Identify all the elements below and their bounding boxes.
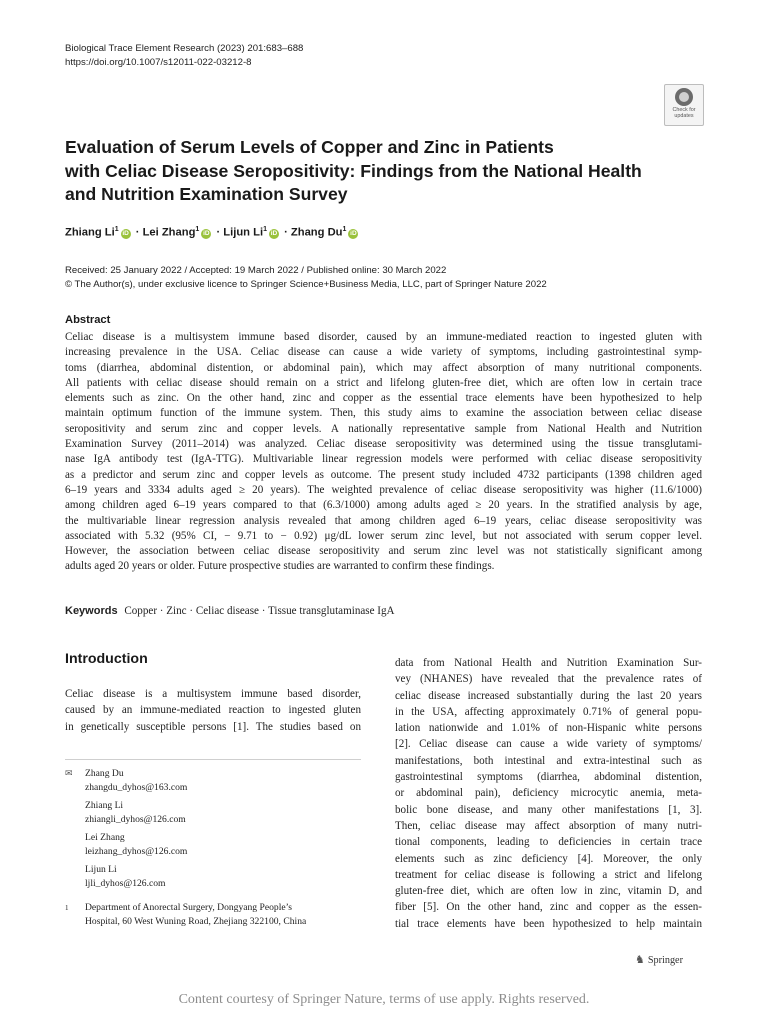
contact-entry (65, 831, 187, 858)
abstract-line: increasing prevalence in the USA. Celiac disease can cause a wide variety of symptoms, including gastrointestinal symp- (65, 346, 702, 359)
orcid-icon[interactable]: iD (270, 229, 278, 237)
author-name[interactable]: Zhang Du (290, 226, 343, 239)
orcid-icon[interactable]: iD (122, 229, 129, 237)
body-line: in genetically susceptible persons [1]. The studies based on (65, 720, 361, 733)
contact-entry (65, 863, 187, 890)
check-for-updates-badge[interactable] (664, 84, 704, 126)
abstract-line: as a predictor and serum zinc and copper levels as outcome. The present study included 4732 participants (1398 children aged (65, 468, 702, 481)
affiliation (65, 901, 306, 929)
contact-entry (65, 799, 187, 826)
journal-header (65, 42, 303, 70)
abstract-line: nase IgA antibody test (IgA-TTG). Multivariable linear regression models were performed with celiac disease seropositivity (65, 453, 702, 466)
abstract-line: However, the association between celiac disease seropositivity and serum zinc level was not statistically significant among (65, 545, 702, 558)
contact-entry (65, 767, 187, 794)
publisher-name: Springer (647, 955, 683, 966)
body-line: tional components, leading to deficiencies in certain trace (395, 836, 702, 849)
abstract-line: Celiac disease is a multisystem immune based disorder, caused by an immune-mediated reaction to ingested gluten with (65, 331, 702, 343)
contact-email[interactable]: ljli_dyhos@126.com (85, 877, 166, 889)
body-line: treatment for celiac disease is following a strict and lifelong (395, 868, 702, 881)
contact-name: Lijun Li (85, 864, 117, 875)
author-affiliation-sup: 1 (263, 226, 267, 233)
abstract-line: adults aged 20 years or older. Future prospective studies are warranted to confirm these findings. (65, 560, 495, 573)
author-separator: · (284, 226, 288, 239)
body-line: or abdominal pain), deficiency microcytic anemia, meta- (395, 787, 702, 800)
body-line: fiber [5]. On the other hand, zinc and copper as the essen- (395, 901, 702, 914)
author-affiliation-sup: 1 (195, 226, 200, 233)
body-line: manifestations, both intestinal and extra-intestinal such as (395, 754, 702, 767)
affiliation-number: 1 (65, 904, 69, 912)
badge-line-1: Check for (672, 107, 696, 113)
affiliation-line: Department of Anorectal Surgery, Dongyang People’s (85, 902, 293, 913)
body-line: lation nationwide and 1.01% of non-Hispanic white persons (395, 722, 702, 735)
introduction-right-column (395, 655, 702, 932)
keywords-text: Copper · Zinc · Celiac disease · Tissue transglutaminase IgA (124, 605, 395, 617)
body-line: [2]. Celiac disease can cause a wide variety of symptoms/ (395, 738, 702, 751)
author-list (65, 226, 360, 239)
author-name[interactable]: Lijun Li (223, 226, 264, 239)
contact-name: Lei Zhang (85, 832, 125, 843)
title-line: Evaluation of Serum Levels of Copper and Zinc in Patients (65, 137, 554, 157)
footnote-divider (65, 759, 361, 760)
keywords (65, 605, 395, 617)
author-separator: · (135, 226, 140, 239)
author-name[interactable]: Lei Zhang (142, 226, 196, 239)
corresponding-contacts (65, 767, 187, 890)
body-line: bolic bone disease, and many other manifestations [1, 3]. (395, 803, 702, 816)
journal-citation: Biological Trace Element Research (2023) 201:683–688 (65, 43, 304, 54)
body-line: Celiac disease is a multisystem immune based disorder, (65, 688, 361, 700)
envelope-icon: ✉ (65, 768, 73, 778)
abstract-line: All patients with celiac disease should remain on a strict and lifelong gluten-free diet, which are often low in certain trace (65, 376, 702, 389)
body-line: gluten-free diet, which are often low in zinc, vitamin D, and (395, 885, 702, 898)
article-title (65, 136, 665, 207)
abstract-line: maintain optimum function of the immune system. Then, this study aims to examine the association between celiac disease (65, 407, 702, 420)
abstract-heading: Abstract (65, 314, 111, 326)
title-line: and Nutrition Examination Survey (65, 184, 348, 204)
introduction-left-column (65, 686, 361, 735)
introduction-heading: Introduction (65, 651, 148, 667)
keywords-label: Keywords (65, 605, 118, 617)
author-affiliation-sup: 1 (342, 226, 347, 233)
body-line: vey (NHANES) have revealed that the prevalence rates of (395, 673, 702, 686)
author-separator: · (216, 226, 221, 239)
author-name[interactable]: Zhiang Li (65, 226, 115, 239)
orcid-icon[interactable]: iD (350, 229, 357, 237)
body-line: data from National Health and Nutrition Examination Sur- (395, 657, 702, 669)
orcid-icon[interactable]: iD (203, 229, 210, 237)
springer-horse-icon: ♞ (635, 954, 645, 966)
publication-dates (65, 264, 547, 292)
badge-line-2: updates (674, 113, 694, 119)
body-line: Then, celiac disease may affect absorption of many nutri- (395, 819, 702, 832)
body-line: celiac disease increased substantially during the last 20 years (395, 689, 702, 702)
contact-email[interactable]: zhiangli_dyhos@126.com (85, 813, 186, 825)
abstract-line: toms (diarrhea, abdominal distention, or abdominal pain), which may affect absorption of many nutritional components. (65, 361, 702, 374)
affiliation-line: Hospital, 60 West Wuning Road, Zhejiang 322100, China (85, 916, 307, 927)
body-line: caused by an immune-mediated reaction to ingested gluten (65, 704, 361, 717)
body-line: tial trace elements have been hypothesized to help maintain (395, 917, 702, 930)
contact-name: Zhang Du (85, 768, 124, 779)
received-accepted-published: Received: 25 January 2022 / Accepted: 19 March 2022 / Published online: 30 March 2022 (65, 265, 447, 276)
body-line: elements such as zinc deficiency [4]. Moreover, the only (395, 852, 702, 865)
abstract-line: the multivariable linear regression analysis revealed that among children aged 6–19 years, celiac disease seropositivity was (65, 514, 702, 527)
abstract-line: among children aged 6–19 years compared to that (6.3/1000) among adults aged ≥ 20 years. In the stratified analysis by age, (65, 499, 702, 512)
abstract-line: associated with 5.32 (95% CI, − 9.71 to − 0.92) μg/dL lower serum zinc level, but not associated with serum copper level. (65, 529, 702, 542)
contact-email[interactable]: zhangdu_dyhos@163.com (85, 781, 188, 793)
abstract-line: elements such as zinc. On the other hand, zinc and copper as the essential trace elements have been hypothesized to help (65, 392, 702, 405)
title-line: with Celiac Disease Seropositivity: Findings from the National Health (65, 160, 642, 181)
body-line: gastrointestinal symptoms (diarrhea, abdominal distention, (395, 771, 702, 784)
author-affiliation-sup: 1 (114, 226, 119, 233)
abstract-line: Examination Survey (2011–2014) was analyzed. Celiac disease seropositivity was determined using the tissue transglutami- (65, 438, 702, 451)
publisher-logo (635, 953, 683, 966)
page-footer: Content courtesy of Springer Nature, terms of use apply. Rights reserved. (178, 992, 590, 1007)
updates-icon (675, 88, 693, 106)
contact-name: Zhiang Li (85, 800, 124, 811)
copyright-line: © The Author(s), under exclusive licence to Springer Science+Business Media, LLC, part of Springer Nature 2022 (65, 279, 547, 290)
body-line: in the USA, affecting approximately 0.71% of general popu- (395, 705, 702, 718)
abstract-line: 6–19 years and 3334 adults aged ≥ 20 years). The weighted prevalence of celiac disease seropositivity was higher (11.6/1000) (65, 483, 702, 496)
abstract-line: seropositivity and serum zinc and copper levels. A nationally representative sample from National Health and Nutrition (65, 422, 702, 435)
doi-link[interactable]: https://doi.org/10.1007/s12011-022-03212-8 (65, 57, 252, 68)
contact-email[interactable]: leizhang_dyhos@126.com (85, 845, 188, 857)
abstract-body (65, 330, 702, 575)
